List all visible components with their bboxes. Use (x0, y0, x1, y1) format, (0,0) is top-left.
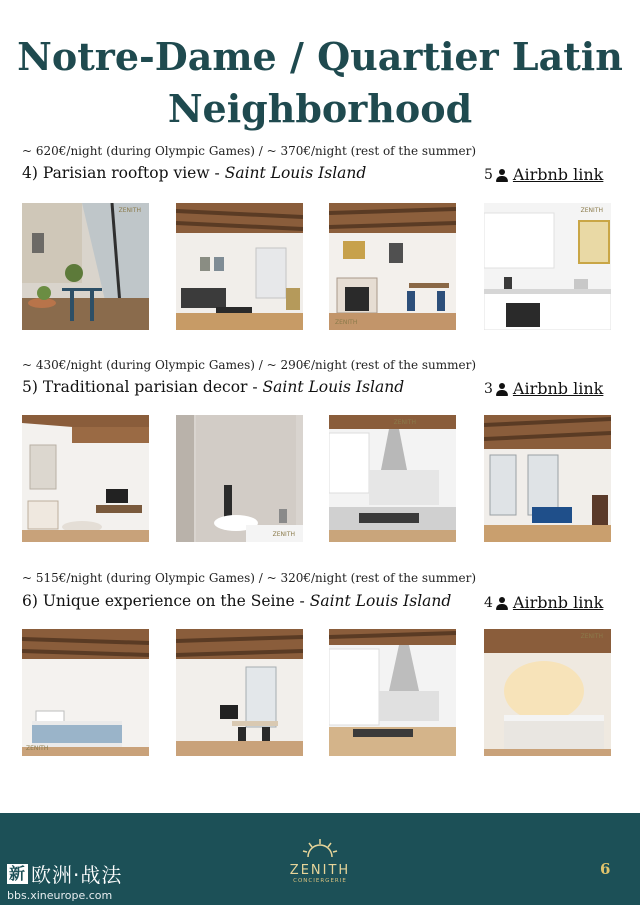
photo-row (22, 629, 612, 756)
listing-location: Saint Louis Island (224, 164, 367, 182)
watermark: ZENITH (580, 633, 603, 640)
listing-price: ~ 430€/night (during Olympic Games) / ~ 290€/night (rest of the summer) (22, 358, 477, 372)
guest-count: 3 (484, 380, 493, 397)
photo-salon[interactable] (22, 415, 149, 542)
watermark: ZENITH (580, 207, 603, 214)
listing-title (22, 378, 404, 396)
sun-logo-icon (300, 837, 340, 859)
listing-title (22, 592, 451, 610)
logo-subtitle: CONCIERGERIE (293, 878, 347, 884)
page-footer (0, 813, 640, 905)
listing-location: Saint Louis Island (262, 378, 405, 396)
photo-image (22, 203, 149, 330)
photo-living-room[interactable] (176, 203, 303, 330)
photo-image (484, 629, 611, 756)
photo-kitchen[interactable] (484, 203, 611, 330)
photo-kitchen[interactable] (329, 415, 456, 542)
listing-name: 5) Traditional parisian decor - (22, 378, 263, 396)
page-number: 6 (600, 860, 611, 878)
guest-count: 5 (484, 166, 493, 183)
photo-living-room[interactable] (484, 415, 611, 542)
photo-image (176, 203, 303, 330)
photo-dining[interactable] (176, 629, 303, 756)
airbnb-link[interactable]: Airbnb link (512, 379, 604, 398)
listing-name: 6) Unique experience on the Seine - (22, 592, 310, 610)
photo-fireplace-dining[interactable] (329, 203, 456, 330)
listing-location: Saint Louis Island (309, 592, 452, 610)
photo-image (176, 415, 303, 542)
guest-count: 4 (484, 594, 493, 611)
photo-image (22, 415, 149, 542)
person-icon (495, 168, 509, 182)
photo-image (329, 203, 456, 330)
watermark: ZENITH (393, 419, 416, 426)
page-title-line2: Neighborhood (167, 86, 473, 131)
forum-box: 新 (9, 863, 27, 883)
forum-title (7, 859, 122, 888)
photo-kitchen[interactable] (329, 629, 456, 756)
photo-image (176, 629, 303, 756)
page-title-line1: Notre-Dame / Quartier Latin (17, 34, 623, 79)
photo-bedroom[interactable] (484, 629, 611, 756)
airbnb-link[interactable]: Airbnb link (512, 165, 604, 184)
photo-image (329, 629, 456, 756)
listing-price: ~ 620€/night (during Olympic Games) / ~ 370€/night (rest of the summer) (22, 144, 477, 158)
photo-image (484, 415, 611, 542)
listing-title (22, 164, 366, 182)
forum-name: 欧洲·战法 (31, 863, 123, 887)
airbnb-link[interactable]: Airbnb link (512, 593, 604, 612)
forum-url: bbs.xineurope.com (7, 889, 113, 902)
photo-image (484, 203, 611, 330)
watermark: ZENITH (335, 319, 358, 326)
photo-bathroom[interactable] (176, 415, 303, 542)
zenith-logo (280, 837, 360, 884)
person-icon (495, 382, 509, 396)
listing-name: 4) Parisian rooftop view - (22, 164, 225, 182)
photo-row (22, 203, 612, 330)
watermark: ZENITH (118, 207, 141, 214)
listing-guests (484, 593, 603, 612)
watermark: ZENITH (26, 745, 49, 752)
photo-image (329, 415, 456, 542)
person-icon (495, 596, 509, 610)
listing-price: ~ 515€/night (during Olympic Games) / ~ 320€/night (rest of the summer) (22, 571, 477, 585)
forum-watermark (7, 859, 122, 902)
photo-bedroom[interactable] (22, 629, 149, 756)
listing-guests (484, 165, 603, 184)
logo-name: ZENITH (289, 863, 351, 878)
watermark: ZENITH (272, 531, 295, 538)
photo-row (22, 415, 612, 542)
listing-guests (484, 379, 603, 398)
photo-image (22, 629, 149, 756)
photo-rooftop-terrace[interactable] (22, 203, 149, 330)
